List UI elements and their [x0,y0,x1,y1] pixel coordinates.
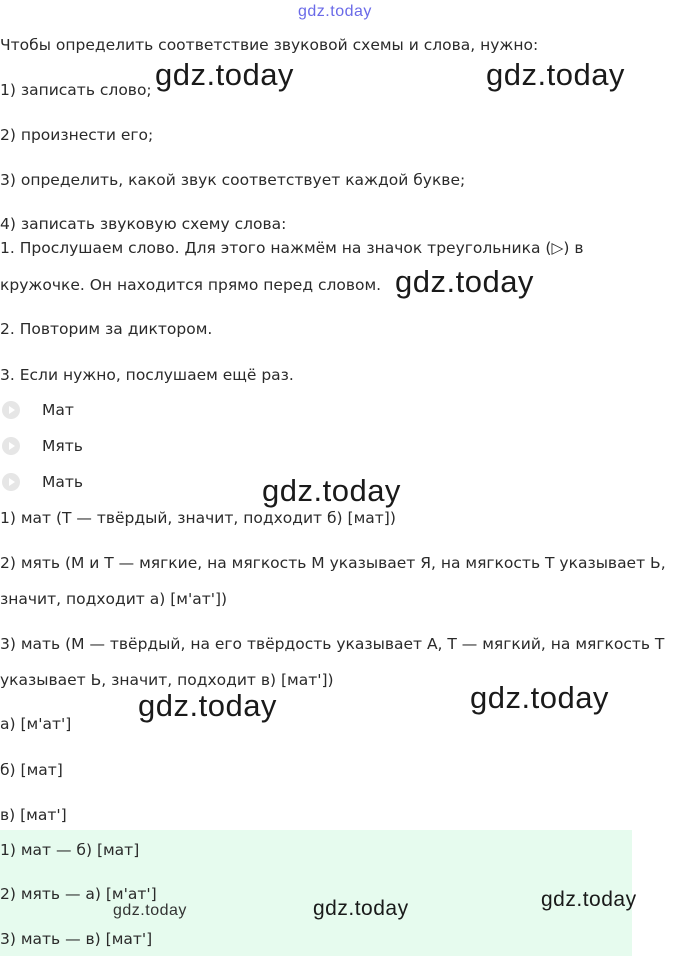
answer-line: 3) мать — в) [мат'] [0,930,153,948]
step-item: 2) произнести его; [0,126,154,144]
scheme-option: в) [мат'] [0,806,67,824]
instruction-line: 1. Прослушаем слово. Для этого нажмём на значок треугольника (▷) в [0,239,584,257]
audio-word: Мат [42,401,74,419]
watermark: gdz.today [262,473,401,508]
step-item: 1) записать слово; [0,81,152,99]
answer-line: 1) мат — б) [мат] [0,841,140,859]
explanation-line: 1) мат (Т — твёрдый, значит, подходит б) [мат]) [0,509,396,527]
watermark: gdz.today [298,3,372,20]
watermark: gdz.today [113,902,187,919]
play-audio-button[interactable] [2,437,20,455]
scheme-option: б) [мат] [0,761,63,779]
watermark: gdz.today [155,57,294,92]
step-item: 3) определить, какой звук соответствует каждой букве; [0,171,466,189]
answer-line: 2) мять — а) [м'ат'] [0,885,157,903]
explanation-line: указывает Ь, значит, подходит в) [мат']) [0,671,334,689]
instruction-line: кружочке. Он находится прямо перед словом. [0,276,382,294]
intro-title: Чтобы определить соответствие звуковой схемы и слова, нужно: [0,36,539,54]
audio-word: Мять [42,437,83,455]
watermark: gdz.today [541,888,637,911]
instruction-line: 3. Если нужно, послушаем ещё раз. [0,366,294,384]
play-audio-button[interactable] [2,473,20,491]
audio-word: Мать [42,473,84,491]
step-item: 4) записать звуковую схему слова: [0,215,287,233]
explanation-line: 3) мать (М — твёрдый, на его твёрдость указывает А, Т — мягкий, на мягкость Т [0,635,665,653]
watermark: gdz.today [486,57,625,92]
scheme-option: а) [м'ат'] [0,715,72,733]
watermark: gdz.today [313,897,409,920]
watermark: gdz.today [395,264,534,299]
explanation-line: значит, подходит а) [м'ат']) [0,590,228,608]
watermark: gdz.today [138,688,277,723]
play-audio-button[interactable] [2,401,20,419]
instruction-line: 2. Повторим за диктором. [0,320,213,338]
watermark: gdz.today [470,680,609,715]
explanation-line: 2) мять (М и Т — мягкие, на мягкость М указывает Я, на мягкость Т указывает Ь, [0,554,666,572]
